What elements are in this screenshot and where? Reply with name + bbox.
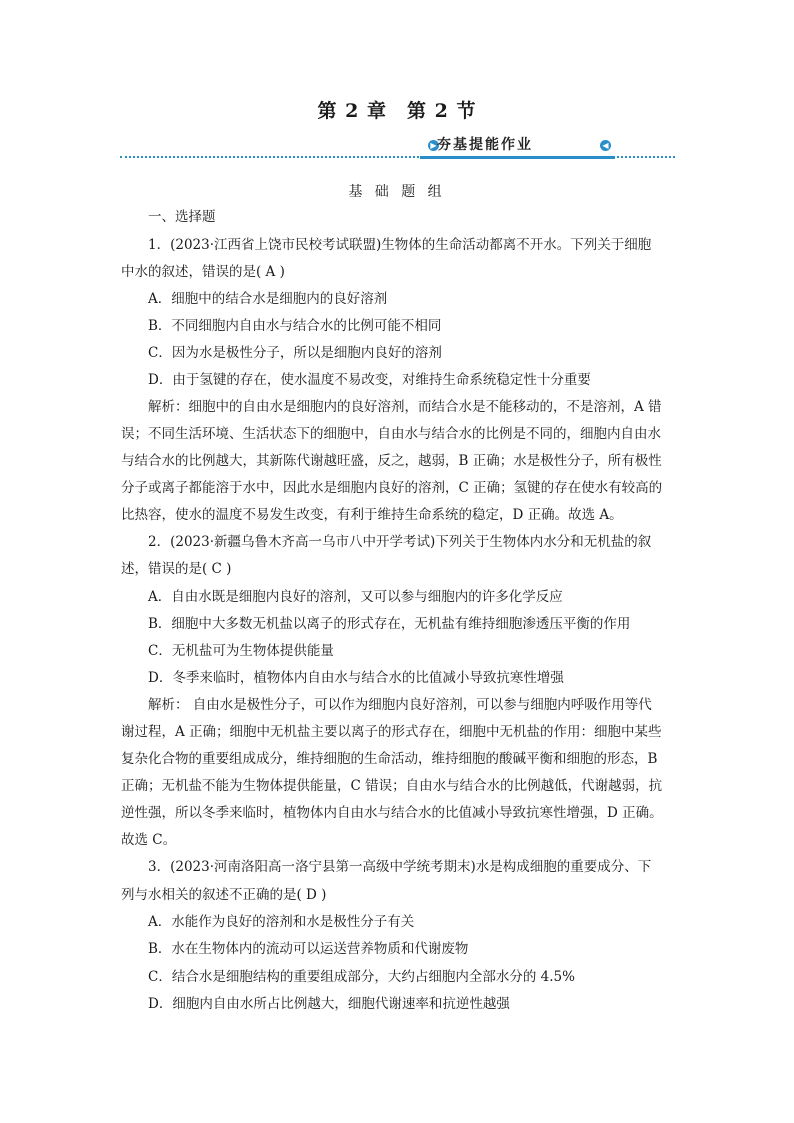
q3-option-c: C．结合水是细胞结构的重要组成部分，大约占细胞内全部水分的 4.5% [148, 969, 575, 985]
q1-stem-line-2: 中水的叙述，错误的是( A ) [121, 264, 285, 280]
q2-option-b: B．细胞中大多数无机盐以离子的形式存在，无机盐有维持细胞渗透压平衡的作用 [148, 616, 631, 632]
q2-explanation-line-2: 谢过程，A 正确；细胞中无机盐主要以离子的形式存在，细胞中无机盐的作用：细胞中某些 [121, 724, 662, 740]
arrow-right-icon: ▶ [428, 140, 439, 151]
q1-explanation-line-1: 解析：细胞中的自由水是细胞内的良好溶剂，而结合水是不能移动的，不是溶剂，A 错 [148, 399, 662, 415]
part-heading: 一、选择题 [148, 209, 216, 225]
q3-option-a: A．水能作为良好的溶剂和水是极性分子有关 [148, 914, 415, 930]
q2-option-d: D．冬季来临时，植物体内自由水与结合水的比值减小导致抗寒性增强 [148, 670, 564, 686]
q2-explanation-line-3: 复杂化合物的重要组成成分，维持细胞的生命活动，维持细胞的酸碱平衡和细胞的形态，B [121, 751, 658, 767]
q2-option-a: A．自由水既是细胞内良好的溶剂，又可以参与细胞内的许多化学反应 [148, 589, 563, 605]
q2-option-c: C．无机盐可为生物体提供能量 [148, 643, 334, 659]
section-heading: 基 础 题 组 [348, 184, 446, 200]
q2-explanation-line-4: 正确；无机盐不能为生物体提供能量，C 错误；自由水与结合水的比例越低，代谢越弱，抗 [121, 778, 663, 794]
q1-option-d: D．由于氢键的存在，使水温度不易改变，对维持生命系统稳定性十分重要 [148, 372, 591, 388]
q3-stem-line-1: 3．(2023·河南洛阳高一洛宁县第一高级中学统考期末)水是构成细胞的重要成分、下 [148, 859, 652, 875]
q1-explanation-line-4: 分子或离子都能溶于水中，因此水是细胞内良好的溶剂，C 正确；氢键的存在使水有较高的 [121, 480, 663, 496]
page-title: 第 2 章 第 2 节 [317, 100, 477, 122]
q1-option-c: C．因为水是极性分子，所以是细胞内良好的溶剂 [148, 345, 442, 361]
q1-explanation-line-5: 比热容，使水的温度不易发生改变，有利于维持生命系统的稳定，D 正确。故选 A。 [121, 507, 623, 523]
q2-stem-line-1: 2．(2023·新疆乌鲁木齐高一乌市八中开学考试)下列关于生物体内水分和无机盐的叙 [148, 534, 652, 550]
q2-explanation-line-1: 解析： 自由水是极性分子，可以作为细胞内良好溶剂，可以参与细胞内呼吸作用等代 [148, 697, 652, 713]
arrow-left-icon: ◀ [600, 140, 611, 151]
q3-stem-line-2: 列与水相关的叙述不正确的是( D ) [121, 887, 327, 903]
q1-option-a: A．细胞中的结合水是细胞内的良好溶剂 [148, 291, 388, 307]
section-banner [120, 133, 675, 161]
q1-stem-line-1: 1．(2023·江西省上饶市民校考试联盟)生物体的生命活动都离不开水。下列关于细胞 [148, 237, 652, 253]
banner-label: 夯基提能作业 [437, 137, 533, 153]
q1-explanation-line-3: 与结合水的比例越大，其新陈代谢越旺盛，反之，越弱，B 正确；水是极性分子，所有极性 [121, 453, 662, 469]
q2-explanation-line-5: 逆性强，所以冬季来临时，植物体内自由水与结合水的比值减小导致抗寒性增强，D 正确。 [121, 805, 663, 821]
q1-option-b: B．不同细胞内自由水与结合水的比例可能不相同 [148, 318, 442, 334]
q1-explanation-line-2: 误；不同生活环境、生活状态下的细胞中，自由水与结合水的比例是不同的，细胞内自由水 [121, 426, 661, 442]
q3-option-b: B．水在生物体内的流动可以运送营养物质和代谢废物 [148, 941, 469, 957]
q3-option-d: D．细胞内自由水所占比例越大，细胞代谢速率和抗逆性越强 [148, 996, 510, 1012]
q2-explanation-line-6: 故选 C。 [121, 832, 177, 848]
q2-stem-line-2: 述，错误的是( C ) [121, 561, 232, 577]
